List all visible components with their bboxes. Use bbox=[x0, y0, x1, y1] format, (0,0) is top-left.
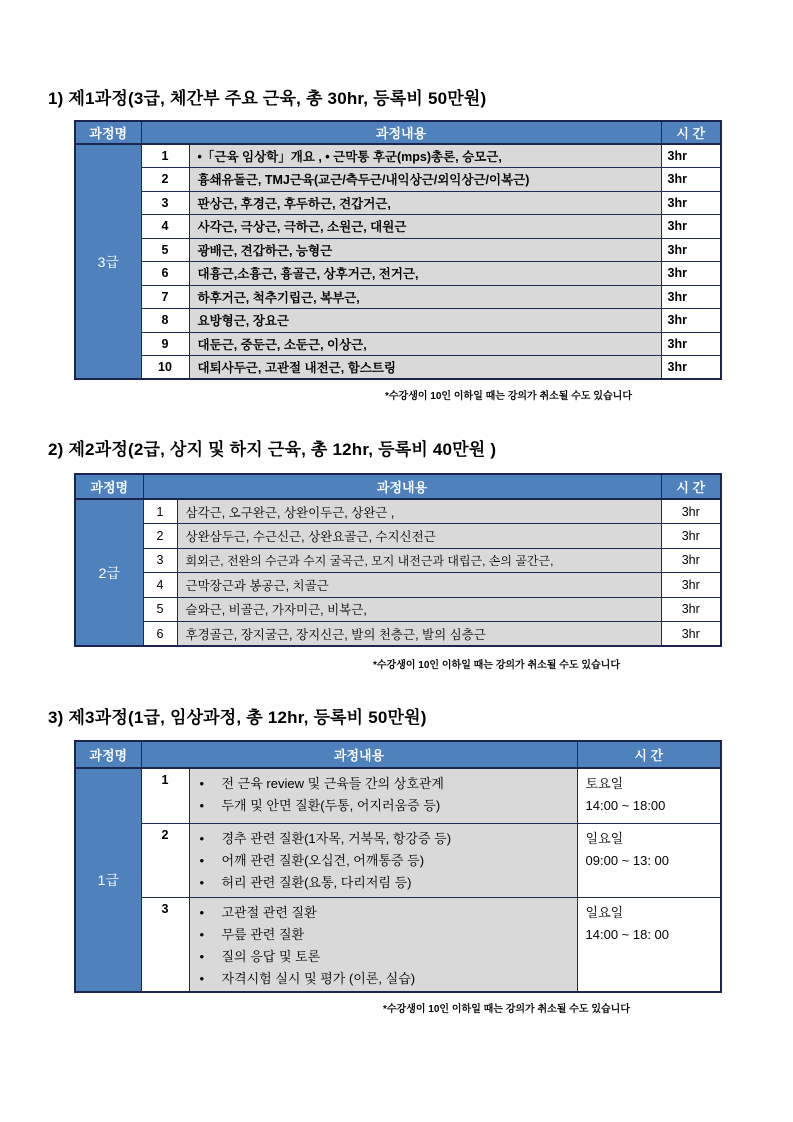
row-number: 8 bbox=[141, 309, 189, 333]
row-number: 4 bbox=[143, 573, 177, 598]
row-number: 7 bbox=[141, 285, 189, 309]
header-course-name: 과정명 bbox=[75, 121, 141, 144]
row-content: 상완삼두근, 수근신근, 상완요골근, 수지신전근 bbox=[177, 524, 661, 549]
row-number: 10 bbox=[141, 356, 189, 380]
row-number: 3 bbox=[141, 897, 189, 992]
row-time: 3hr bbox=[661, 548, 721, 573]
schedule-hours: 14:00 ~ 18: 00 bbox=[585, 926, 670, 942]
content-item: • 경추 관련 질환(1자목, 거북목, 항강증 등) bbox=[198, 828, 577, 850]
level-cell: 3급 bbox=[75, 144, 141, 379]
row-number: 6 bbox=[141, 262, 189, 286]
row-content: 대퇴사두근, 고관절 내전근, 함스트링 bbox=[189, 356, 661, 380]
row-time: 3hr bbox=[661, 309, 721, 333]
row-time bbox=[577, 897, 721, 992]
level-cell: 2급 bbox=[75, 499, 143, 646]
row-time: 3hr bbox=[661, 597, 721, 622]
cancellation-note: *수강생이 10인 이하일 때는 강의가 취소될 수도 있습니다 bbox=[373, 660, 620, 671]
row-content: 대둔근, 중둔근, 소둔근, 이상근, bbox=[189, 332, 661, 356]
row-content: 광배근, 견갑하근, 능형근 bbox=[189, 238, 661, 262]
row-time: 3hr bbox=[661, 191, 721, 215]
row-content: 대흉근,소흉근, 흉골근, 상후거근, 전거근, bbox=[189, 262, 661, 286]
course3-table bbox=[74, 740, 722, 993]
row-content: 회외근, 전완의 수근과 수지 굴곡근, 모지 내전근과 대립근, 손의 골간근, bbox=[177, 548, 661, 573]
cancellation-note: *수강생이 10인 이하일 때는 강의가 취소될 수도 있습니다 bbox=[383, 1004, 630, 1015]
row-time: 3hr bbox=[661, 622, 721, 647]
content-item: • 질의 응답 및 토론 bbox=[198, 946, 577, 968]
row-time: 3hr bbox=[661, 356, 721, 380]
schedule-hours: 09:00 ~ 13: 00 bbox=[585, 852, 670, 868]
row-content: 판상근, 후경근, 후두하근, 견갑거근, bbox=[189, 191, 661, 215]
header-course-name: 과정명 bbox=[75, 741, 141, 768]
row-content: 하후거근, 척추기립근, 복부근, bbox=[189, 285, 661, 309]
header-course-name: 과정명 bbox=[75, 474, 143, 499]
header-time: 시 간 bbox=[577, 741, 721, 768]
row-content: 삼각근, 오구완근, 상완이두근, 상완근 , bbox=[177, 499, 661, 524]
row-number: 2 bbox=[143, 524, 177, 549]
row-time: 3hr bbox=[661, 499, 721, 524]
row-content: 근막장근과 봉공근, 치골근 bbox=[177, 573, 661, 598]
row-time: 3hr bbox=[661, 524, 721, 549]
row-content: 흉쇄유돌근, TMJ근육(교근/측두근/내익상근/외익상근/이복근) bbox=[189, 168, 661, 192]
row-content: 요방형근, 장요근 bbox=[189, 309, 661, 333]
cancellation-note: *수강생이 10인 이하일 때는 강의가 취소될 수도 있습니다 bbox=[385, 391, 632, 402]
row-number: 3 bbox=[141, 191, 189, 215]
schedule-day: 일요일 bbox=[585, 904, 624, 920]
content-item: • 자격시험 실시 및 평가 (이론, 실습) bbox=[198, 968, 577, 990]
row-time bbox=[577, 823, 721, 897]
row-number: 9 bbox=[141, 332, 189, 356]
row-time: 3hr bbox=[661, 285, 721, 309]
row-time: 3hr bbox=[661, 215, 721, 239]
row-time: 3hr bbox=[661, 332, 721, 356]
content-item: • 전 근육 review 및 근육들 간의 상호관계 bbox=[198, 773, 577, 795]
row-number: 6 bbox=[143, 622, 177, 647]
content-item: • 허리 관련 질환(요통, 다리저림 등) bbox=[198, 872, 577, 894]
content-item: • 두개 및 안면 질환(두통, 어지러움증 등) bbox=[198, 795, 577, 817]
header-time: 시 간 bbox=[661, 474, 721, 499]
header-course-content: 과정내용 bbox=[143, 474, 661, 499]
row-number: 3 bbox=[143, 548, 177, 573]
section2-heading: 2) 제2과정(2급, 상지 및 하지 근육, 총 12hr, 등록비 40만원 ) bbox=[48, 440, 497, 459]
row-content: 슬와근, 비골근, 가자미근, 비복근, bbox=[177, 597, 661, 622]
row-number: 2 bbox=[141, 168, 189, 192]
row-time bbox=[577, 768, 721, 823]
row-number: 1 bbox=[141, 768, 189, 823]
row-number: 4 bbox=[141, 215, 189, 239]
row-content: 사각근, 극상근, 극하근, 소원근, 대원근 bbox=[189, 215, 661, 239]
content-item: • 고관절 관련 질환 bbox=[198, 902, 577, 924]
row-content bbox=[189, 823, 577, 897]
section1-heading: 1) 제1과정(3급, 체간부 주요 근육, 총 30hr, 등록비 50만원) bbox=[48, 89, 487, 108]
level-cell: 1급 bbox=[75, 768, 141, 992]
header-course-content: 과정내용 bbox=[141, 741, 577, 768]
row-content: •「근육 임상학」개요 , • 근막통 후군(mps)총론, 승모근, bbox=[189, 144, 661, 168]
section3-heading: 3) 제3과정(1급, 임상과정, 총 12hr, 등록비 50만원) bbox=[48, 708, 427, 727]
row-time: 3hr bbox=[661, 262, 721, 286]
row-content bbox=[189, 897, 577, 992]
row-time: 3hr bbox=[661, 573, 721, 598]
content-item: • 무릎 관련 질환 bbox=[198, 924, 577, 946]
row-number: 5 bbox=[141, 238, 189, 262]
row-number: 2 bbox=[141, 823, 189, 897]
row-number: 1 bbox=[143, 499, 177, 524]
schedule-day: 일요일 bbox=[585, 830, 624, 846]
header-time: 시 간 bbox=[661, 121, 721, 144]
course2-table bbox=[74, 473, 722, 647]
row-time: 3hr bbox=[661, 144, 721, 168]
content-item: • 어깨 관련 질환(오십견, 어깨통증 등) bbox=[198, 850, 577, 872]
schedule-day: 토요일 bbox=[585, 776, 624, 791]
row-number: 5 bbox=[143, 597, 177, 622]
row-time: 3hr bbox=[661, 238, 721, 262]
row-number: 1 bbox=[141, 144, 189, 168]
header-course-content: 과정내용 bbox=[141, 121, 661, 144]
row-content bbox=[189, 768, 577, 823]
row-content: 후경골근, 장지굴근, 장지신근, 발의 천층근, 발의 심층근 bbox=[177, 622, 661, 647]
row-time: 3hr bbox=[661, 168, 721, 192]
course1-table bbox=[74, 120, 722, 380]
schedule-hours: 14:00 ~ 18:00 bbox=[585, 798, 666, 813]
